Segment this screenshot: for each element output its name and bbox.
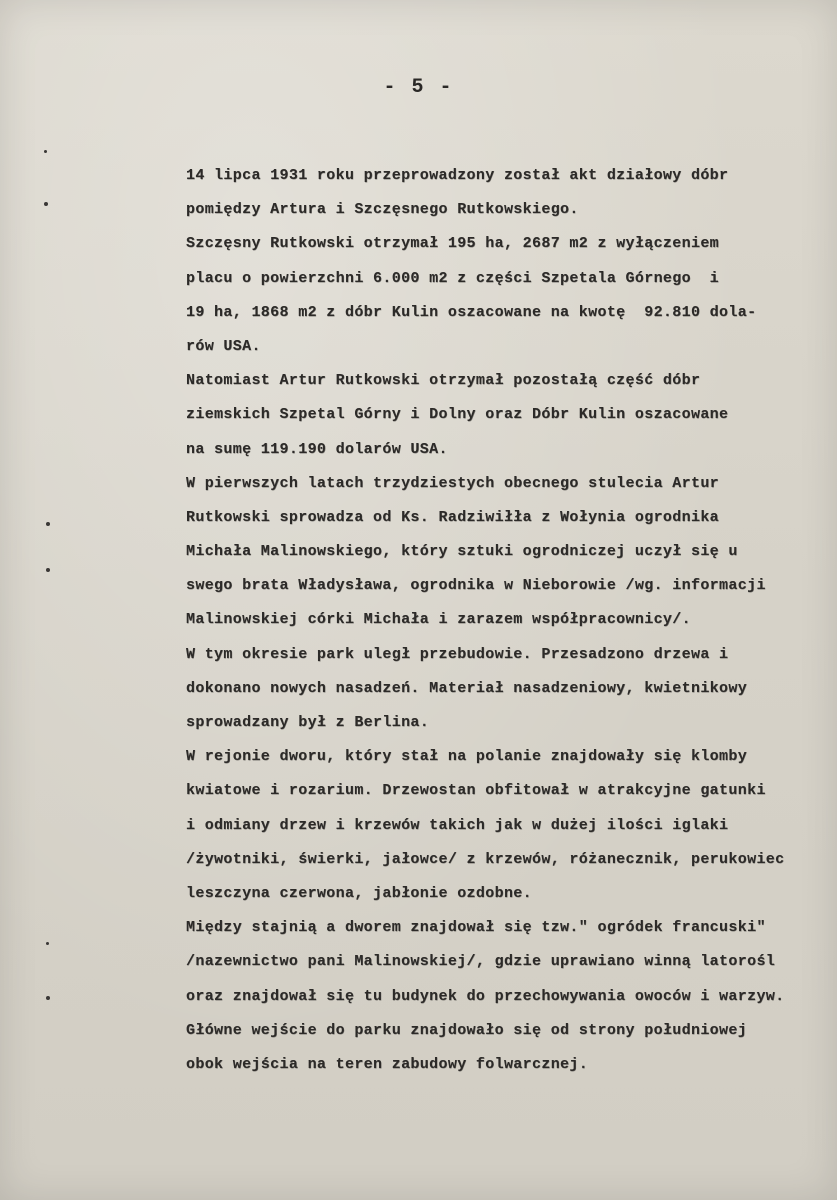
text-line: na sumę 119.190 dolarów USA. (186, 440, 448, 458)
text-line: /nazewnictwo pani Malinowskiej/, gdzie uprawiano winną latorośl (186, 953, 776, 971)
text-line: ziemskich Szpetal Górny i Dolny oraz Dóbr Kulin oszacowane (186, 406, 729, 424)
typed-text-body (186, 162, 837, 1085)
binder-hole-mark (44, 202, 48, 206)
text-line: 19 ha, 1868 m2 z dóbr Kulin oszacowane na kwotę 92.810 dola- (186, 303, 757, 321)
text-line: sprowadzany był z Berlina. (186, 714, 430, 731)
binder-hole-mark (46, 942, 49, 945)
text-line: W pierwszych latach trzydziestych obecnego stulecia Artur (186, 474, 720, 492)
text-line: swego brata Władysława, ogrodnika w Nieborowie /wg. informacji (186, 577, 766, 595)
binder-hole-mark (46, 522, 50, 526)
text-line: obok wejścia na teren zabudowy folwarcznej. (186, 1055, 589, 1073)
text-line: oraz znajdował się tu budynek do przechowywania owoców i warzyw. (186, 987, 785, 1005)
text-line: Główne wejście do parku znajdowało się od strony południowej (186, 1021, 748, 1039)
binder-hole-mark (46, 996, 50, 1000)
text-line: Natomiast Artur Rutkowski otrzymał pozostałą część dóbr (186, 372, 701, 390)
text-line: Szczęsny Rutkowski otrzymał 195 ha, 2687 m2 z wyłączeniem (186, 235, 720, 253)
text-line: i odmiany drzew i krzewów takich jak w dużej ilości iglaki (186, 816, 729, 834)
text-line: Między stajnią a dworem znajdował się tzw." ogródek francuski" (186, 919, 766, 937)
text-line: placu o powierzchni 6.000 m2 z części Szpetala Górnego i (186, 269, 720, 287)
text-line: leszczyna czerwona, jabłonie ozdobne. (186, 884, 533, 902)
text-line: W tym okresie park uległ przebudowie. Przesadzono drzewa i (186, 645, 729, 663)
binder-hole-mark (44, 150, 47, 153)
binder-hole-mark (46, 568, 50, 572)
text-line: rów USA. (186, 337, 261, 355)
text-line: W rejonie dworu, który stał na polanie znajdowały się klomby (186, 748, 748, 766)
text-line: Rutkowski sprowadza od Ks. Radziwiłła z Wołynia ogrodnika (186, 508, 720, 526)
text-line: dokonano nowych nasadzeń. Materiał nasadzeniowy, kwietnikowy (186, 679, 748, 697)
page-number: - 5 - (383, 76, 454, 99)
text-line: kwiatowe i rozarium. Drzewostan obfitował w atrakcyjne gatunki (186, 782, 766, 800)
text-line: Michała Malinowskiego, który sztuki ogrodniczej uczył się u (186, 543, 738, 561)
text-line: 14 lipca 1931 roku przeprowadzony został akt działowy dóbr (186, 167, 729, 184)
text-line: Malinowskiej córki Michała i zarazem współpracownicy/. (186, 611, 691, 629)
text-line: /żywotniki, świerki, jałowce/ z krzewów, różanecznik, perukowiec (186, 850, 785, 868)
text-line: pomiędzy Artura i Szczęsnego Rutkowskiego. (186, 201, 579, 219)
